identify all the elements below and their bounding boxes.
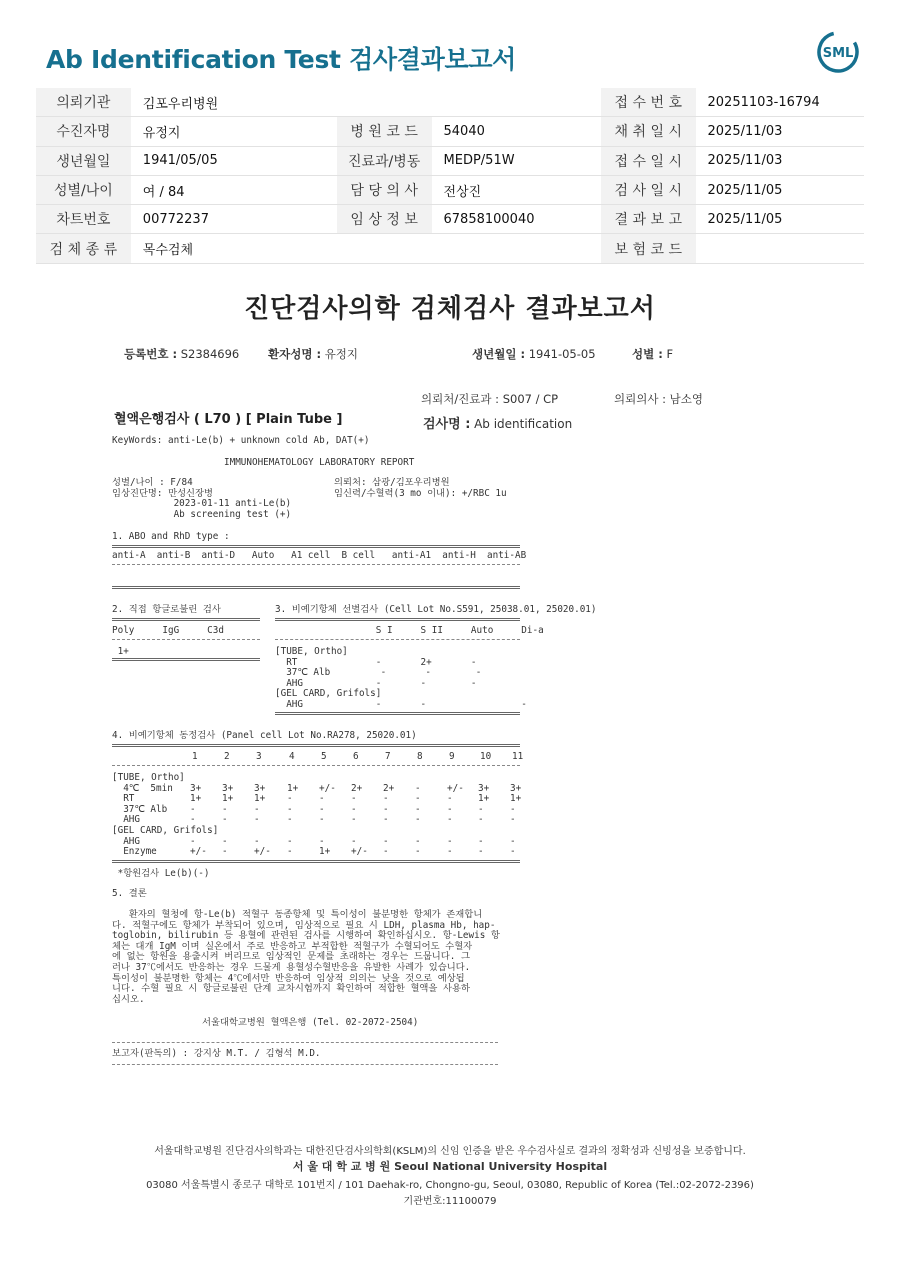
- test-name: 검사명 : Ab identification: [423, 417, 573, 432]
- panel-cell: 1+: [510, 793, 522, 805]
- info-label: 보 험 코 드: [601, 234, 696, 263]
- panel-col-header: 4: [289, 751, 295, 762]
- panel-cell: -: [510, 803, 516, 815]
- info-value: 00772237: [131, 205, 337, 234]
- divider: [112, 1064, 498, 1065]
- dat-title: 2. 직접 항글로불린 검사: [112, 604, 221, 615]
- divider: [112, 618, 260, 621]
- panel-title: 4. 비예기항체 동정검사 (Panel cell Lot No.RA278, 25020.01): [112, 730, 417, 741]
- panel-cell: -: [383, 814, 389, 826]
- info-value: 1941/05/05: [131, 146, 337, 175]
- conclusion-text: 환자의 혈청에 항-Le(b) 적혈구 동종항체 및 특이성이 불분명한 항체가 존재합니 다. 적혈구에도 항체가 부착되어 있으며, 임상적으로 필요 시 LDH, plasma Hb, hap- toglobin, bilirubin 등 용혈에 관련된 검사를 시행하여 확인하십시오. 항-Lewis 항 체는 대개 IgM 이며 실온에서 주로 반응하고 부적합한 적혈구가 수혈되어도 수혈자 에 없는 항원을 용출시켜 버리므로 임상적인 문제를 초래하는 경우는 드뭅니다. 그 러나 37℃에서도 반응하는 경우 드물게 용혈성수혈반응을 유발한 사례가 있습니다. 특이성이 불분명한 항체는 4℃에서만 반응하여 임상적 의의는 낮을 것으로 예상됩 니다. 수혈 필요 시 항글로불린 단계 교차시험까지 확인하여 적합한 혈액을 사용하 십시오.: [112, 909, 500, 1005]
- panel-row-label: RT: [112, 793, 135, 805]
- requesting-doctor: 의뢰의사 : 남소영: [614, 392, 703, 406]
- info-row: [36, 175, 864, 204]
- info-row: [36, 117, 864, 146]
- keywords: KeyWords: anti-Le(b) + unknown cold Ab, DAT(+): [112, 435, 370, 446]
- divider: [112, 744, 520, 747]
- panel-row-label: [TUBE, Ortho]: [112, 772, 185, 783]
- panel-cell: -: [351, 814, 357, 826]
- abo-title: 1. ABO and RhD type :: [112, 531, 230, 542]
- lab-report-title: IMMUNOHEMATOLOGY LABORATORY REPORT: [224, 457, 415, 468]
- reporter: 보고자(판독의) : 강지상 M.T. / 김형석 M.D.: [112, 1048, 321, 1059]
- panel-cell: -: [287, 803, 293, 815]
- panel-col-header: 5: [321, 751, 327, 762]
- panel-col-header: 11: [512, 751, 524, 762]
- panel-cell: -: [319, 814, 325, 826]
- panel-cell: -: [190, 803, 196, 815]
- panel-cell: -: [351, 835, 357, 847]
- panel-cell: 1+: [190, 793, 202, 805]
- info-label: 진료과/병동: [337, 146, 432, 175]
- panel-cell: 1+: [254, 793, 266, 805]
- panel-cell: -: [415, 835, 421, 847]
- logo-text: SML: [822, 46, 854, 61]
- dat-header: Poly IgG C3d: [112, 625, 224, 636]
- panel-row-label: AHG: [112, 814, 140, 826]
- panel-cell: -: [415, 803, 421, 815]
- info-label: 의뢰기관: [36, 88, 131, 117]
- panel-cell: 3+: [478, 782, 490, 794]
- info-value: 2025/11/03: [696, 117, 865, 146]
- footer-certification: 서울대학교병원 진단검사의학과는 대한진단검사의학회(KSLM)의 신임 인증을 받은 우수검사실로 결과의 정확성과 신빙성을 보증합니다.: [154, 1146, 746, 1157]
- info-value: MEDP/51W: [432, 146, 601, 175]
- info-label: 성별/나이: [36, 175, 131, 204]
- panel-cell: -: [254, 803, 260, 815]
- info-label: 채 취 일 시: [601, 117, 696, 146]
- panel-cell: -: [510, 835, 516, 847]
- info-value: 여 / 84: [131, 175, 337, 204]
- panel-col-header: 1: [192, 751, 198, 762]
- info-value: 54040: [432, 117, 601, 146]
- panel-cell: 3+: [254, 782, 266, 794]
- panel-cell: -: [447, 793, 453, 805]
- panel-cell: -: [510, 814, 516, 826]
- panel-cell: -: [478, 846, 484, 858]
- info-label: 생년월일: [36, 146, 131, 175]
- panel-cell: 3+: [222, 782, 234, 794]
- divider: [112, 586, 520, 589]
- panel-cell: -: [287, 793, 293, 805]
- panel-cell: -: [478, 814, 484, 826]
- panel-row-label: 37℃ Alb: [112, 803, 168, 815]
- panel-cell: 1+: [287, 782, 299, 794]
- info-label: 검 사 일 시: [601, 175, 696, 204]
- panel-cell: 3+: [190, 782, 202, 794]
- panel-cell: -: [351, 803, 357, 815]
- panel-cell: 1+: [319, 846, 331, 858]
- footer-institution-code: 기관번호:11100079: [403, 1196, 497, 1207]
- panel-cell: 3+: [510, 782, 522, 794]
- panel-col-header: 6: [353, 751, 359, 762]
- test-group: 혈액은행검사 ( L70 ) [ Plain Tube ]: [114, 412, 343, 427]
- panel-cell: -: [383, 846, 389, 858]
- screening-body: [TUBE, Ortho] RT - 2+ - 37℃ Alb - - - AHG - - - [GEL CARD, Grifols] AHG - - -: [275, 646, 527, 710]
- panel-col-header: 8: [417, 751, 423, 762]
- panel-cell: -: [222, 803, 228, 815]
- panel-cell: -: [190, 814, 196, 826]
- info-value: 2025/11/05: [696, 175, 865, 204]
- info-label: [337, 88, 432, 117]
- sml-logo: [816, 30, 860, 74]
- info-label: 담 당 의 사: [337, 175, 432, 204]
- panel-cell: +/-: [351, 846, 368, 858]
- info-left: 성별/나이 : F/84 임상진단명: 만성신장병 2023-01-11 anti-Le(b) Ab screening test (+): [112, 477, 292, 520]
- info-label: 임 상 정 보: [337, 205, 432, 234]
- scanned-report: [0, 280, 900, 1110]
- panel-cell: +/-: [319, 782, 336, 794]
- info-value: 2025/11/05: [696, 205, 865, 234]
- divider: [112, 765, 520, 766]
- footer-hospital: 서 울 대 학 교 병 원 Seoul National University Hospital: [292, 1160, 608, 1173]
- info-value: 유정지: [131, 117, 337, 146]
- info-value: 2025/11/03: [696, 146, 865, 175]
- footer-address: 03080 서울특별시 종로구 대학로 101번지 / 101 Daehak-ro, Chongno-gu, Seoul, 03080, Republic of Korea (Tel.:02-2072-2396): [146, 1180, 754, 1191]
- panel-cell: -: [222, 814, 228, 826]
- divider: [112, 639, 260, 640]
- divider: [112, 860, 520, 863]
- info-label: 결 과 보 고: [601, 205, 696, 234]
- panel-cell: -: [383, 835, 389, 847]
- panel-cell: -: [222, 835, 228, 847]
- info-row: [36, 205, 864, 234]
- info-right: 의뢰처: 삼광/김포우리병원 임신력/수혈력(3 mo 이내): +/RBC 1u: [334, 477, 507, 499]
- panel-cell: -: [415, 846, 421, 858]
- info-label: 접 수 번 호: [601, 88, 696, 117]
- panel-cell: -: [319, 835, 325, 847]
- panel-cell: -: [287, 835, 293, 847]
- panel-row-label: AHG: [112, 835, 140, 847]
- panel-cell: -: [319, 803, 325, 815]
- panel-cell: -: [415, 793, 421, 805]
- panel-cell: -: [222, 846, 228, 858]
- info-row: [36, 234, 864, 263]
- panel-cell: -: [254, 814, 260, 826]
- sex: 성별 : F: [632, 347, 674, 361]
- panel-cell: -: [287, 846, 293, 858]
- divider: [112, 658, 260, 661]
- panel-cell: -: [190, 835, 196, 847]
- info-label: 병 원 코 드: [337, 117, 432, 146]
- panel-cell: 2+: [351, 782, 363, 794]
- abo-header: anti-A anti-B anti-D Auto A1 cell B cell anti-A1 anti-H anti-AB: [112, 550, 527, 561]
- panel-cell: -: [510, 846, 516, 858]
- panel-col-header: 2: [224, 751, 230, 762]
- report-title: 진단검사의학 검체검사 결과보고서: [244, 294, 656, 324]
- panel-cell: -: [319, 793, 325, 805]
- info-value: 20251103-16794: [696, 88, 865, 117]
- patient-info-table: [36, 88, 864, 264]
- info-row: [36, 88, 864, 117]
- panel-cell: -: [447, 814, 453, 826]
- panel-cell: -: [383, 803, 389, 815]
- divider: [275, 618, 520, 621]
- dept: 의뢰처/진료과 : S007 / CP: [421, 392, 559, 406]
- panel-cell: -: [415, 782, 421, 794]
- info-value: 김포우리병원: [131, 88, 337, 117]
- info-value: 67858100040: [432, 205, 601, 234]
- panel-cell: -: [383, 793, 389, 805]
- panel-cell: -: [351, 793, 357, 805]
- panel-col-header: 7: [385, 751, 391, 762]
- screening-title: 3. 비예기항체 선별검사 (Cell Lot No.S591, 25038.01, 25020.01): [275, 604, 597, 615]
- screening-header: S I S II Auto Di-a: [275, 625, 544, 636]
- panel-cell: -: [447, 835, 453, 847]
- info-label: 수진자명: [36, 117, 131, 146]
- divider: [275, 712, 520, 715]
- info-value: [432, 234, 601, 263]
- info-label: [337, 234, 432, 263]
- divider: [112, 1042, 498, 1043]
- divider: [275, 639, 520, 640]
- divider: [112, 564, 520, 565]
- info-value: [432, 88, 601, 117]
- info-label: 접 수 일 시: [601, 146, 696, 175]
- panel-cell: +/-: [190, 846, 207, 858]
- panel-cell: -: [447, 803, 453, 815]
- info-row: [36, 146, 864, 175]
- reg-number: 등록번호 : S2384696: [124, 347, 240, 361]
- panel-cell: 1+: [478, 793, 490, 805]
- panel-row-label: 4℃ 5min: [112, 782, 173, 794]
- divider: [112, 545, 520, 548]
- panel-cell: +/-: [447, 782, 464, 794]
- panel-grid: [112, 751, 532, 866]
- info-value: 목수검체: [131, 234, 337, 263]
- panel-col-header: 9: [449, 751, 455, 762]
- panel-cell: -: [415, 814, 421, 826]
- bloodbank-contact: 서울대학교병원 혈액은행 (Tel. 02-2072-2504): [202, 1017, 419, 1028]
- info-value: 전상진: [432, 175, 601, 204]
- page-title: Ab Identification Test 검사결과보고서: [46, 45, 517, 74]
- panel-col-header: 10: [480, 751, 492, 762]
- dat-value: 1+: [112, 646, 129, 657]
- panel-cell: -: [478, 803, 484, 815]
- panel-cell: -: [478, 835, 484, 847]
- panel-row-label: [GEL CARD, Grifols]: [112, 825, 219, 836]
- panel-col-header: 3: [256, 751, 262, 762]
- panel-cell: 1+: [222, 793, 234, 805]
- panel-cell: -: [447, 846, 453, 858]
- antigen-note: *항원검사 Le(b)(-): [112, 868, 210, 879]
- info-value: [696, 234, 865, 263]
- panel-row-label: Enzyme: [112, 846, 157, 858]
- panel-cell: +/-: [254, 846, 271, 858]
- birth-date: 생년월일 : 1941-05-05: [472, 347, 596, 361]
- info-label: 검 체 종 류: [36, 234, 131, 263]
- conclusion-title: 5. 결론: [112, 888, 147, 899]
- panel-cell: -: [287, 814, 293, 826]
- info-label: 차트번호: [36, 205, 131, 234]
- patient-name: 환자성명 : 유정지: [268, 347, 359, 361]
- panel-cell: -: [254, 835, 260, 847]
- panel-cell: 2+: [383, 782, 395, 794]
